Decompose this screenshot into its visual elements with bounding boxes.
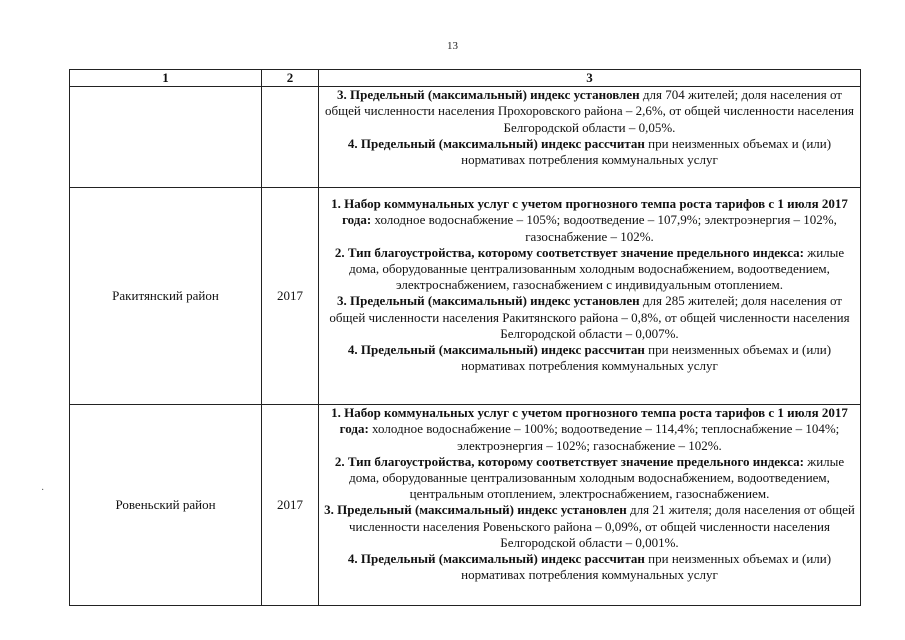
year-cell: 2017 xyxy=(262,405,319,606)
item-3-paragraph: 3. Предельный (максимальный) индекс установлен для 704 жителей; доля населения от общей численности населения Прохоровского района – 2,6%, от общей численности населения Белгородской области – 0,05%. xyxy=(324,87,855,135)
description-cell xyxy=(319,405,861,606)
item-4-paragraph: 4. Предельный (максимальный) индекс рассчитан при неизменных объемах и (или) нормативах потребления коммунальных услуг xyxy=(347,551,832,583)
scan-artifact-mark: · xyxy=(41,485,45,496)
description-cell xyxy=(319,188,861,405)
region-cell xyxy=(70,87,262,188)
region-cell: Ракитянский район xyxy=(70,188,262,405)
item-2-paragraph: 2. Тип благоустройства, которому соответствует значение предельного индекса: жилые дома, оборудованные централизованным холодным водоснабжением, водоотведением, центральным отоплением, электроснабжением, газоснабжением. xyxy=(334,453,845,502)
table-row-rovensky xyxy=(70,405,861,606)
tariff-index-table xyxy=(69,69,861,606)
table-header-row xyxy=(70,70,861,87)
year-cell: 2017 xyxy=(262,188,319,405)
item-1-paragraph: 1. Набор коммунальных услуг с учетом прогнозного темпа роста тарифов с 1 июля 2017 года: холодное водоснабжение – 100%; водоотведение – 114,4%; теплоснабжение – 104%; электроэнергия – 102%; газоснабжение – 102%. xyxy=(331,405,848,453)
table-row-rakityansky xyxy=(70,188,861,405)
header-col-1: 1 xyxy=(70,70,262,87)
page-number: 13 xyxy=(447,40,458,52)
header-col-2: 2 xyxy=(262,70,319,87)
region-cell: Ровеньский район xyxy=(70,405,262,606)
header-col-3: 3 xyxy=(319,70,861,87)
item-4-paragraph: 4. Предельный (максимальный) индекс рассчитан при неизменных объемах и (или) нормативах потребления коммунальных услуг xyxy=(347,135,832,168)
year-cell xyxy=(262,87,319,188)
item-1-paragraph: 1. Набор коммунальных услуг с учетом прогнозного темпа роста тарифов с 1 июля 2017 года: холодное водоснабжение – 105%; водоотведение – 107,9%; электроэнергия – 102%, газоснабжение – 102%. xyxy=(331,196,848,244)
table-row-continuation xyxy=(70,87,861,188)
item-2-paragraph: 2. Тип благоустройства, которому соответствует значение предельного индекса: жилые дома, оборудованные централизованным холодным водоснабжением, водоотведением, электроснабжением, газоснабжением с индивидуальным отоплением. xyxy=(334,244,845,293)
item-4-paragraph: 4. Предельный (максимальный) индекс рассчитан при неизменных объемах и (или) нормативах потребления коммунальных услуг xyxy=(347,342,832,374)
item-3-paragraph: 3. Предельный (максимальный) индекс установлен для 285 жителей; доля населения от общей численности населения Ракитянского района – 0,8%, от общей численности населения Белгородской области – 0,007%. xyxy=(329,293,850,341)
description-cell xyxy=(319,87,861,188)
item-3-paragraph: 3. Предельный (максимальный) индекс установлен для 21 жителя; доля населения от общей численности населения Ровеньского района – 0,09%, от общей численности населения Белгородской области – 0,001%. xyxy=(324,502,855,550)
